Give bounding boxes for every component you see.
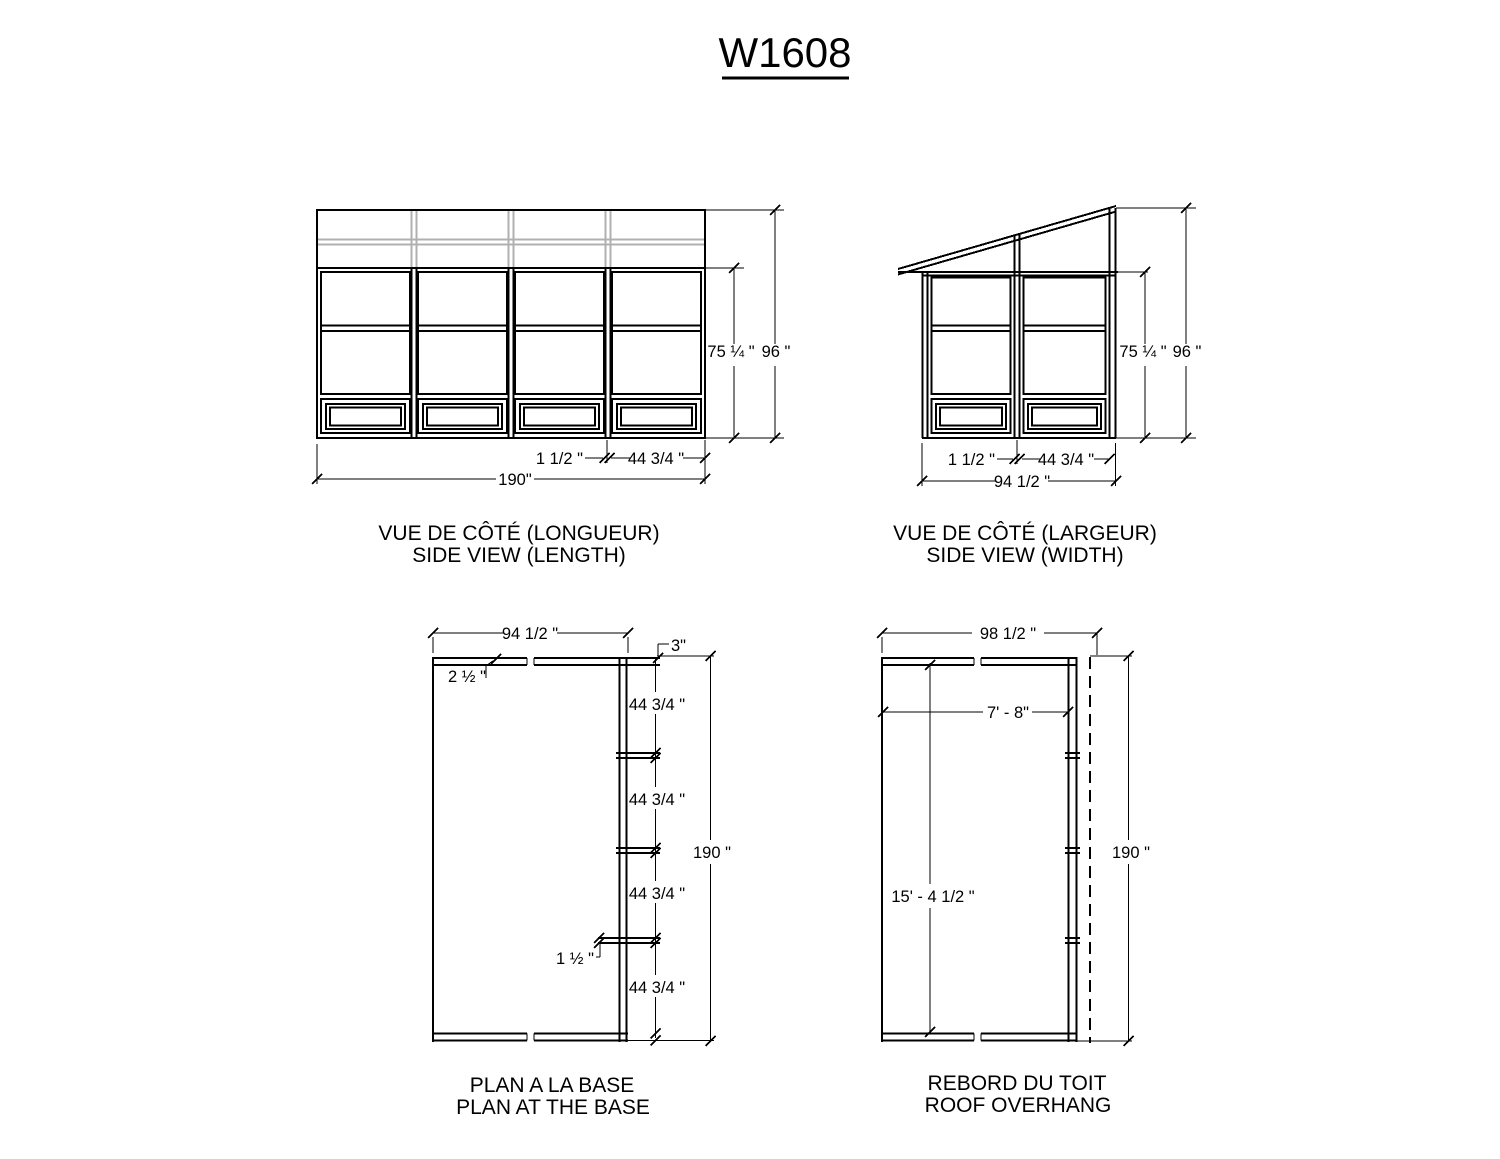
- dim-segment-2: 44 3/4 ": [628, 791, 686, 809]
- roof-overhang-dimensions: [877, 625, 1150, 1046]
- dim-wall-thickness: 2 ½ ": [448, 668, 486, 686]
- caption-fr: VUE DE CÔTÉ (LARGEUR): [893, 522, 1157, 545]
- dim-bay-width: 44 3/4 ": [627, 450, 685, 468]
- view-roof-overhang: [877, 625, 1150, 1117]
- dim-inner-length: 15' - 4 1/2 ": [891, 888, 975, 906]
- caption-fr: PLAN A LA BASE: [469, 1074, 635, 1097]
- title-block: [718, 29, 851, 78]
- dim-segment-4: 44 3/4 ": [628, 979, 686, 997]
- caption-fr: REBORD DU TOIT: [927, 1072, 1107, 1095]
- plan-base-structure: [433, 657, 660, 1042]
- window-bays: [321, 272, 701, 433]
- dim-inner-width: 7' - 8": [986, 704, 1030, 722]
- plan-base-dimensions: [428, 625, 731, 1046]
- roof-band-gray-lines: [318, 211, 704, 267]
- dim-total-width: 190": [498, 471, 532, 489]
- side-width-structure: [898, 206, 1118, 438]
- caption-en: PLAN AT THE BASE: [456, 1096, 650, 1119]
- side-length-captions: [378, 522, 659, 567]
- dim-inner-height: 75 ¼ ": [707, 343, 755, 361]
- dim-length: 190 ": [693, 844, 731, 862]
- dim-segment-1: 44 3/4 ": [628, 696, 686, 714]
- dim-inner-height: 75 ¼ ": [1119, 343, 1167, 361]
- dim-total-width: 94 1/2 ": [993, 473, 1051, 491]
- plan-base-captions: [456, 1074, 650, 1119]
- side-length-dimensions: [312, 205, 791, 489]
- dim-mullion: 1 1/2 ": [535, 450, 583, 468]
- caption-fr: VUE DE CÔTÉ (LONGUEUR): [378, 522, 660, 545]
- dim-total-height: 96 ": [1172, 343, 1202, 361]
- dim-joint-width: 1 ½ ": [556, 950, 594, 968]
- dim-width: 98 1/2 ": [979, 625, 1037, 643]
- view-side-length: [312, 205, 791, 567]
- dim-width: 94 1/2 ": [501, 625, 559, 643]
- caption-en: SIDE VIEW (WIDTH): [926, 544, 1124, 567]
- roof-overhang-captions: [925, 1072, 1112, 1117]
- mullions: [412, 268, 611, 438]
- dimension-ticks: [877, 628, 1134, 1046]
- dim-bay-width: 44 3/4 ": [1037, 451, 1095, 469]
- view-side-width: [893, 203, 1201, 567]
- side-width-dimensions: [917, 203, 1202, 491]
- side-length-structure: [317, 210, 705, 438]
- dim-total-height: 96 ": [761, 343, 791, 361]
- dim-segment-3: 44 3/4 ": [628, 885, 686, 903]
- dim-mullion: 1 1/2 ": [947, 451, 995, 469]
- side-width-captions: [893, 522, 1157, 567]
- drawing-title: W1608: [718, 29, 852, 76]
- dim-corner-offset: 3": [671, 637, 687, 655]
- caption-en: ROOF OVERHANG: [924, 1094, 1112, 1117]
- dim-length: 190 ": [1112, 844, 1150, 862]
- caption-en: SIDE VIEW (LENGTH): [412, 544, 626, 567]
- view-plan-base: [428, 625, 731, 1119]
